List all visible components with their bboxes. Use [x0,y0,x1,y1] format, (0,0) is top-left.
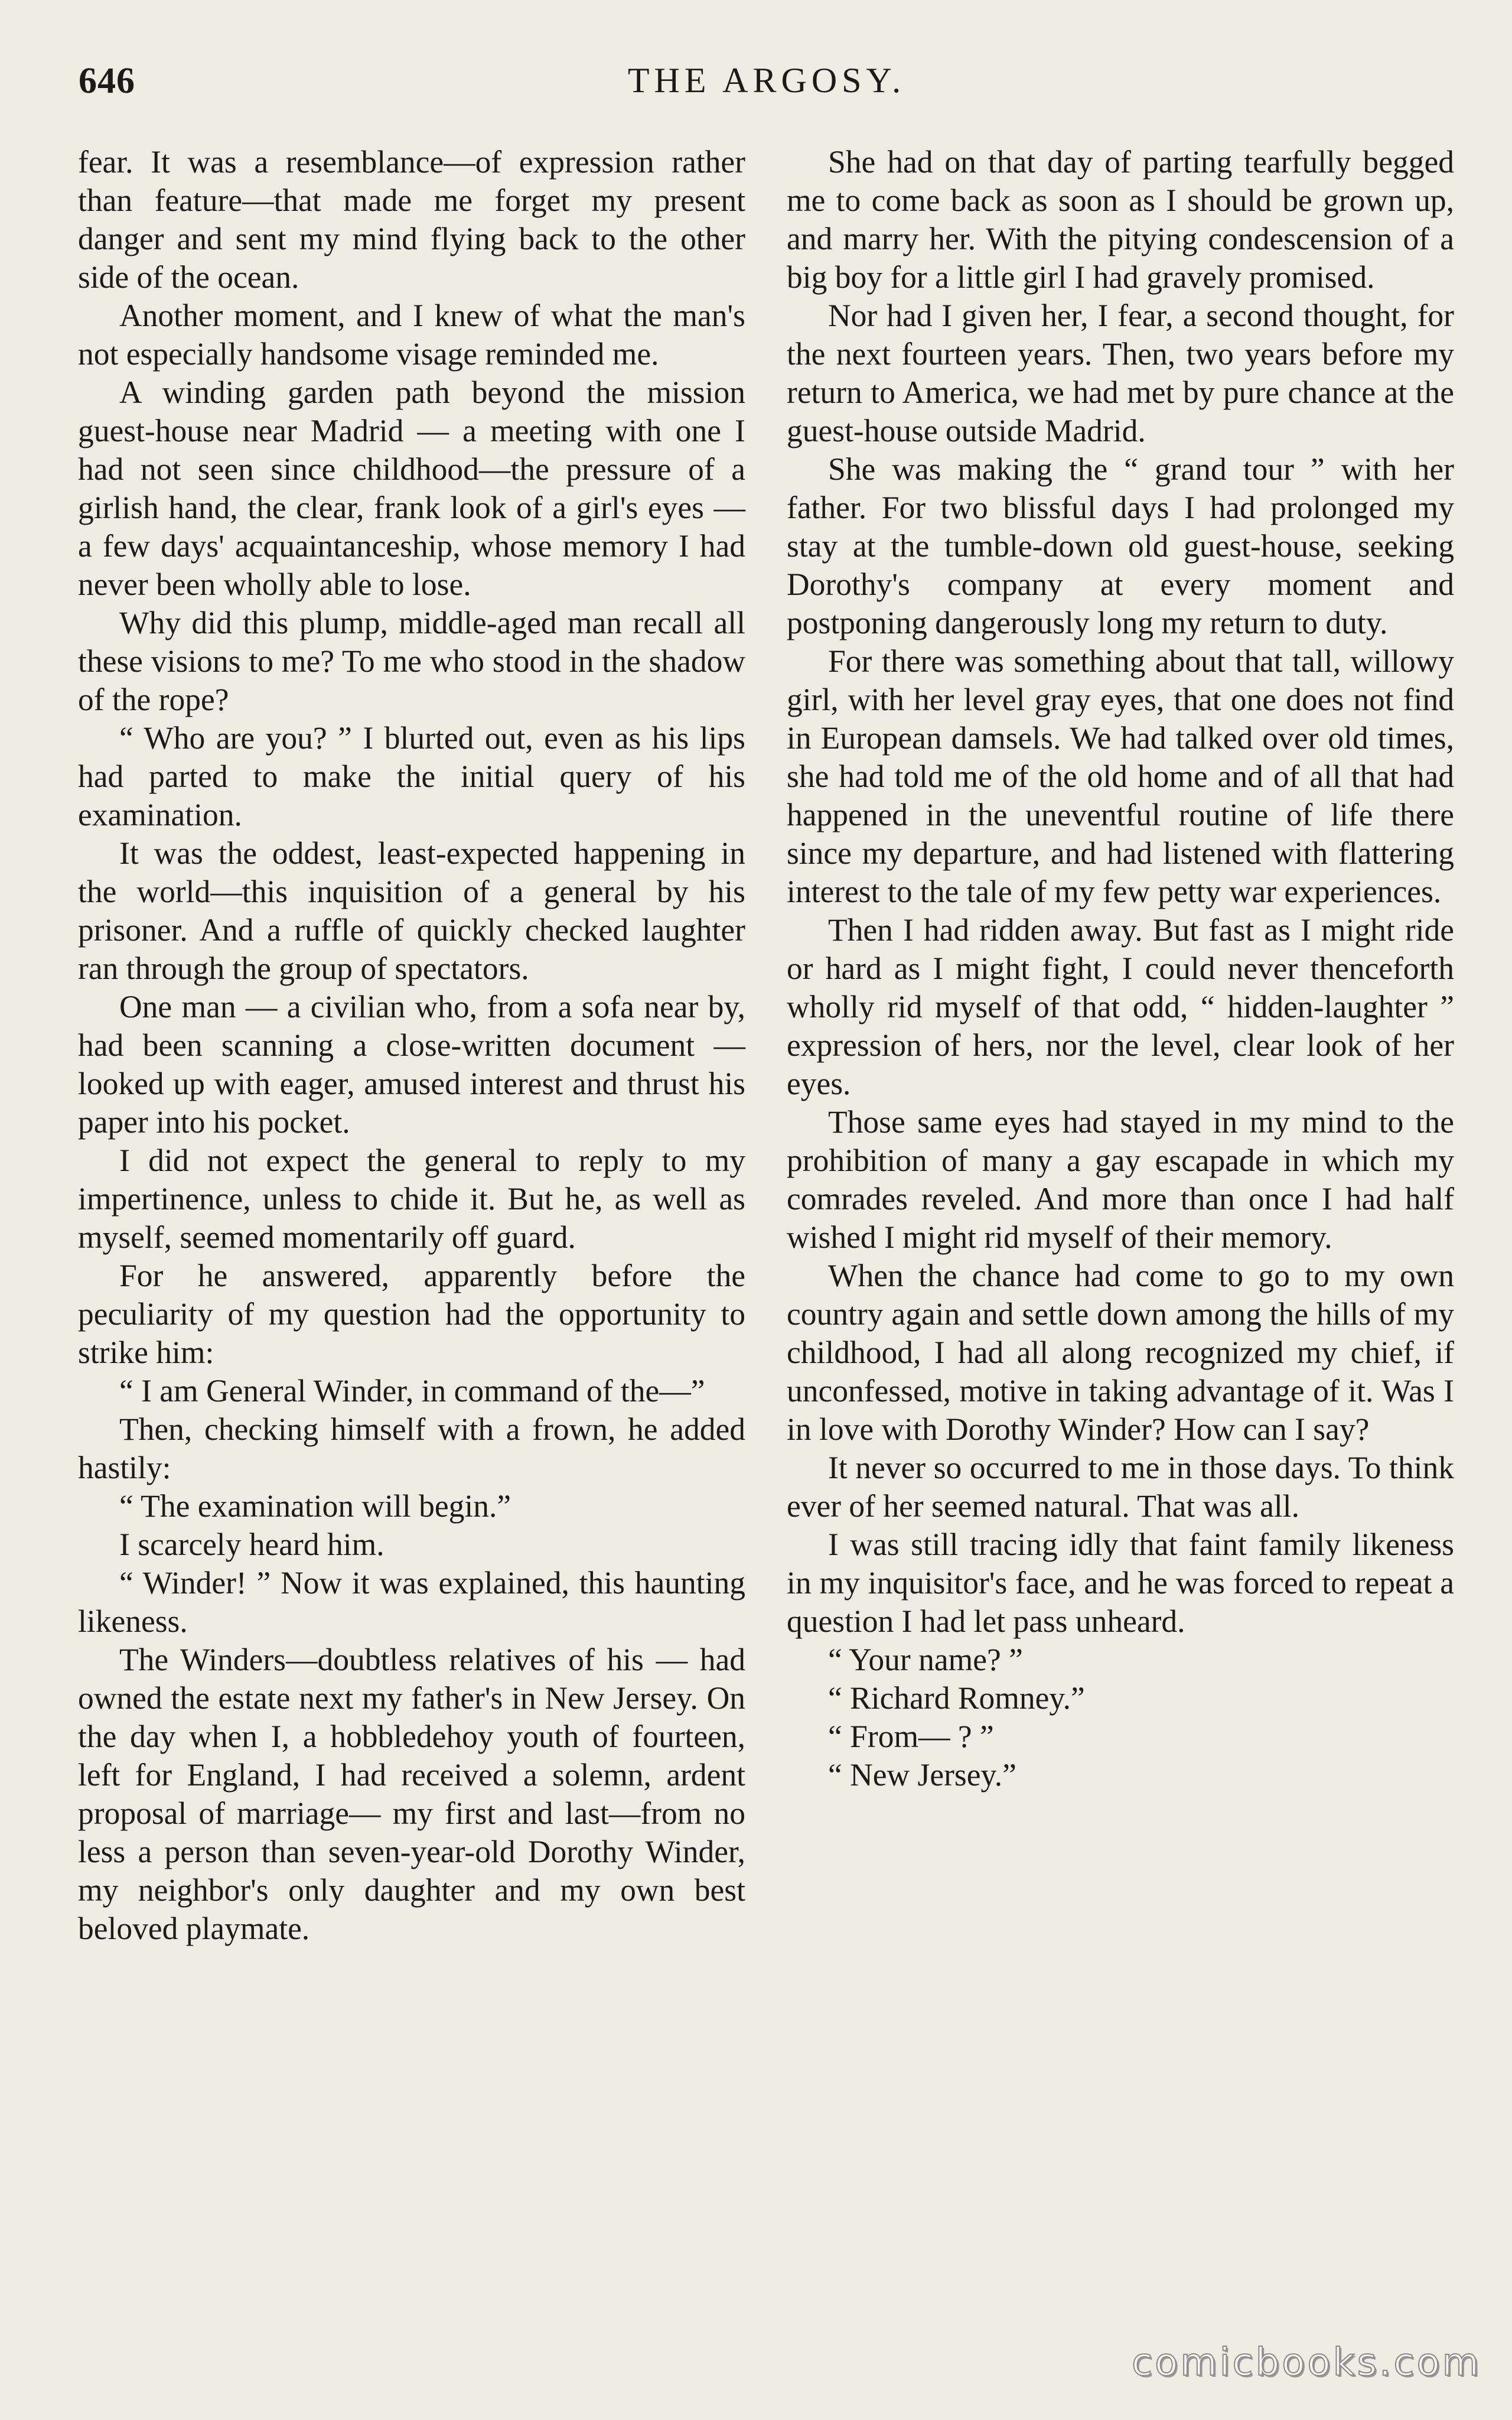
paragraph: I was still tracing idly that faint family likeness in my inquisitor's face, and he was forced to repeat a question I had let pass unheard. [787,1527,1454,1639]
paragraph: “ Winder! ” Now it was explained, this haunting likeness. [78,1565,745,1639]
paragraph: Another moment, and I knew of what the man's not especially handsome visage reminded me. [78,298,745,372]
paragraph: “ The examination will begin.” [119,1488,511,1524]
paragraph: “ Who are you? ” I blurted out, even as his lips had parted to make the initial query of his examination. [78,720,745,832]
watermark: comicbooks.com [1131,2341,1481,2385]
paragraph: “ New Jersey.” [828,1757,1016,1793]
page-header [79,60,1455,108]
paragraph: When the chance had come to go to my own country again and settle down among the hills of my childhood, I had all along recognized my chief, if unconfessed, motive in taking advantage of it. Was I in love with Dorothy Winder? How can I say? [787,1258,1454,1447]
paragraph: For there was something about that tall, willowy girl, with her level gray eyes, that one does not find in European damsels. We had talked over old times, she had told me of the old home and of all that had happened in the uneventful routine of life there since my departure, and had listened with flattering interest to the tale of my few petty war experiences. [787,643,1454,909]
paragraph: fear. It was a resemblance—of expression rather than feature—that made me forget my present danger and sent my mind flying back to the other side of the ocean. [78,144,745,295]
paragraph: It never so occurred to me in those days. To think ever of her seemed natural. That was all. [787,1450,1454,1524]
paragraph: I did not expect the general to reply to my impertinence, unless to chide it. But he, as well as myself, seemed momentarily off guard. [78,1143,745,1255]
paragraph: “ Richard Romney.” [828,1680,1085,1716]
paragraph: For he answered, apparently before the peculiarity of my question had the opportunity to strike him: [78,1258,745,1370]
page-number: 646 [79,61,135,101]
right-column [787,143,1454,1794]
running-title: THE ARGOSY. [627,61,906,100]
paragraph: It was the oddest, least-expected happening in the world—this inquisition of a general by his prisoner. And a ruffle of quickly checked laughter ran through the group of spectators. [78,835,745,986]
paragraph: “ I am General Winder, in command of the—” [119,1373,705,1409]
paragraph: She was making the “ grand tour ” with her father. For two blissful days I had prolonged my stay at the tumble-down old guest-house, seeking Dorothy's company at every moment and postponing dangerously long my return to duty. [787,451,1454,640]
paragraph: The Winders—doubtless relatives of his — had owned the estate next my father's in New Jersey. On the day when I, a hobbledehoy youth of fourteen, left for England, I had received a solemn, ardent proposal of marriage— my first and last—from no less a person than seven-year-old Dorothy Winder, my neighbor's only daughter and my own best beloved playmate. [78,1642,745,1946]
paragraph: I scarcely heard him. [119,1527,384,1562]
paragraph: Then I had ridden away. But fast as I might ride or hard as I might fight, I could never thenceforth wholly rid myself of that odd, “ hidden-laughter ” expression of hers, nor the level, clear look of her eyes. [787,912,1454,1101]
paragraph: She had on that day of parting tearfully begged me to come back as soon as I should be grown up, and marry her. With the pitying condescension of a big boy for a little girl I had gravely promised. [787,144,1454,295]
paragraph: A winding garden path beyond the mission guest-house near Madrid — a meeting with one I had not seen since childhood—the pressure of a girlish hand, the clear, frank look of a girl's eyes — a few days' acquaintanceship, whose memory I had never been wholly able to lose. [78,375,745,602]
left-column [78,143,745,1948]
paragraph: Why did this plump, middle-aged man recall all these visions to me? To me who stood in the shadow of the rope? [78,605,745,717]
paragraph: Then, checking himself with a frown, he added hastily: [78,1411,745,1485]
paragraph: “ Your name? ” [828,1642,1023,1677]
paragraph: “ From— ? ” [828,1719,994,1754]
paragraph: Those same eyes had stayed in my mind to the prohibition of many a gay escapade in which my comrades reveled. And more than once I had half wished I might rid myself of their memory. [787,1104,1454,1255]
paragraph: One man — a civilian who, from a sofa near by, had been scanning a close-written document — looked up with eager, amused interest and thrust his paper into his pocket. [78,989,745,1140]
paragraph: Nor had I given her, I fear, a second thought, for the next fourteen years. Then, two years before my return to America, we had met by pure chance at the guest-house outside Madrid. [787,298,1454,448]
